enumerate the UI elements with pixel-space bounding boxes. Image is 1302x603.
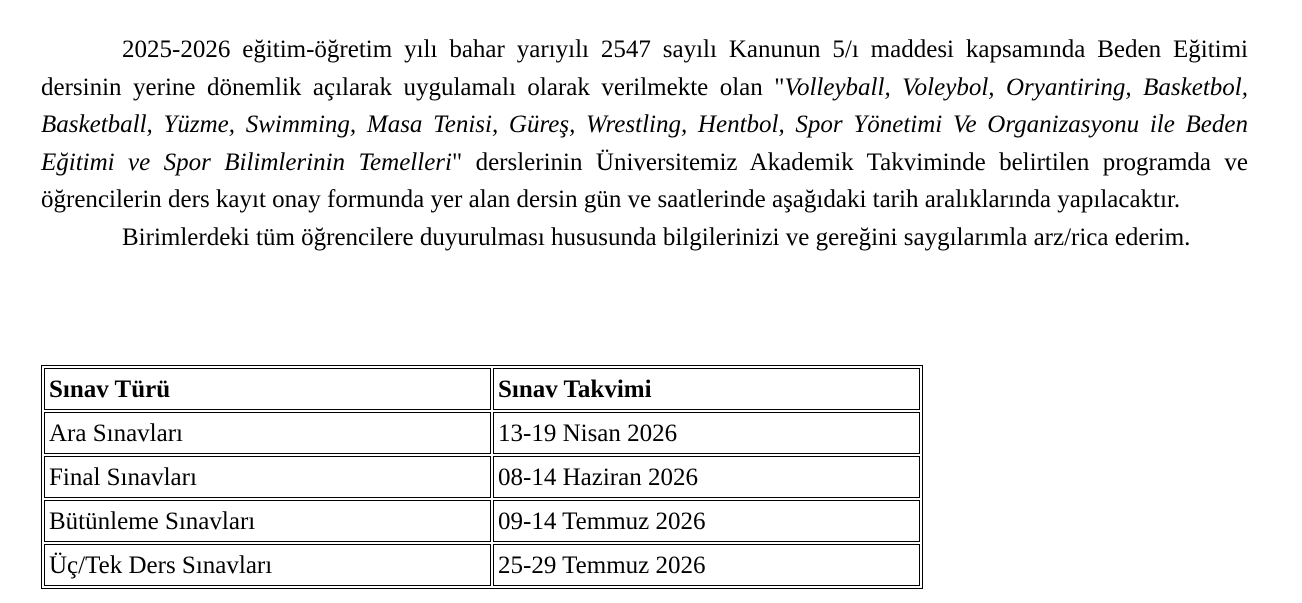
exam-type-cell: Üç/Tek Ders Sınavları <box>44 544 491 586</box>
exam-schedule-cell: 09-14 Temmuz 2026 <box>493 500 920 542</box>
document-body <box>41 31 1248 256</box>
exam-schedule-table <box>41 365 923 589</box>
exam-type-cell: Bütünleme Sınavları <box>44 500 491 542</box>
header-exam-schedule: Sınav Takvimi <box>493 368 920 410</box>
exam-schedule-cell: 25-29 Temmuz 2026 <box>493 544 920 586</box>
paragraph-exam-announcement <box>41 31 1248 219</box>
table-header-row <box>44 368 920 410</box>
course-list-text: Volleyball, Voleybol, Oryantiring, Basketbol, Basketball, Yüzme, Swimming, Masa Tenisi, Güreş, Wrestling, Hentbol, Spor Yönetimi Ve Organizasyonu ile Beden Eğitimi ve Spor Bilimlerinin Temelleri <box>41 73 1248 176</box>
table-row <box>44 412 920 454</box>
exam-schedule-cell: 08-14 Haziran 2026 <box>493 456 920 498</box>
paragraph-outro-text: " derslerinin Üniversitemiz Akademik Takviminde belirtilen programda ve öğrencilerin ders kayıt onay formunda yer alan dersin gün ve saatlerinde aşağıdaki tarih aralıklarında yapılacaktır. <box>41 148 1249 213</box>
table-row <box>44 500 920 542</box>
table-row <box>44 544 920 586</box>
header-exam-type: Sınav Türü <box>44 368 491 410</box>
exam-schedule-cell: 13-19 Nisan 2026 <box>493 412 920 454</box>
exam-type-cell: Final Sınavları <box>44 456 491 498</box>
table-row <box>44 456 920 498</box>
paragraph-closing: Birimlerdeki tüm öğrencilere duyurulması hususunda bilgilerinizi ve gereğini saygılarımla arz/rica ederim. <box>122 223 1191 251</box>
paragraph-intro-text: 2025-2026 eğitim-öğretim yılı bahar yarıyılı 2547 sayılı Kanunun 5/ı maddesi kapsamında Beden Eğitimi dersinin yerine dönemlik açılarak uygulamalı olarak verilmekte olan " <box>41 36 1248 101</box>
exam-type-cell: Ara Sınavları <box>44 412 491 454</box>
